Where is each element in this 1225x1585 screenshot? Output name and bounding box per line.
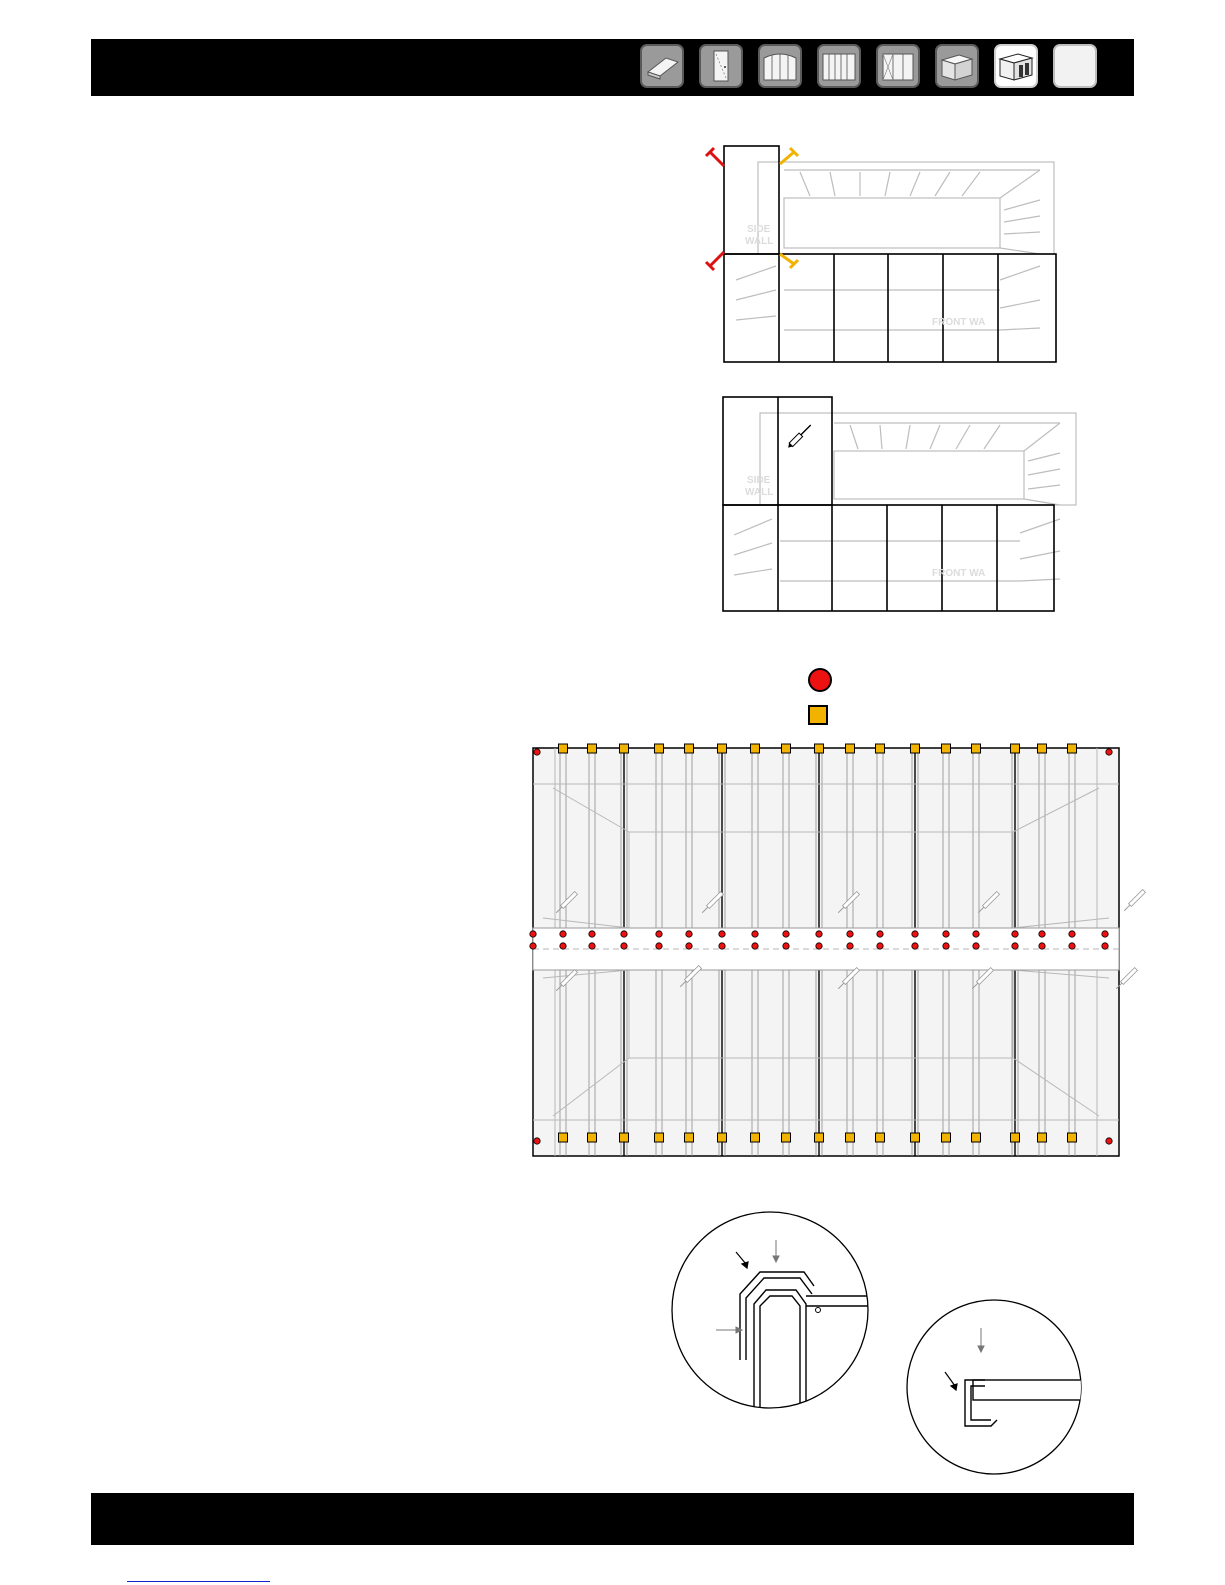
bolt-marker-bottom — [655, 1133, 664, 1142]
screw-marker-ridge — [973, 931, 979, 937]
screw-marker-ridge — [656, 931, 662, 937]
blank-step-icon — [1055, 46, 1095, 86]
bolt-marker-bottom — [559, 1133, 568, 1142]
bolt-marker-bottom — [1011, 1133, 1020, 1142]
screw-marker-ridge — [589, 943, 595, 949]
screw-marker-ridge — [1012, 943, 1018, 949]
nav-step-wall-braced[interactable] — [876, 44, 920, 88]
front-wall-label-2: FRONT WA — [932, 568, 986, 579]
screw-marker-ridge — [656, 943, 662, 949]
screw-marker-ridge — [783, 931, 789, 937]
screw-marker-ridge — [560, 943, 566, 949]
wall-panel-braced-icon — [878, 46, 918, 86]
nav-step-wall-panels[interactable] — [817, 44, 861, 88]
side-wall-label-3: SIDE — [747, 475, 771, 486]
front-wall-panels-2 — [723, 505, 1054, 611]
bolt-marker-bottom — [1068, 1133, 1077, 1142]
screw-marker-ridge — [752, 931, 758, 937]
screw-marker-ridge — [719, 931, 725, 937]
bolt-marker-bottom — [942, 1133, 951, 1142]
screw-marker-ridge — [1069, 943, 1075, 949]
bolt-marker-bottom — [782, 1133, 791, 1142]
side-wall-label-4: WALL — [745, 487, 774, 498]
bolt-marker-bottom — [876, 1133, 885, 1142]
shed-frame-icon — [937, 46, 977, 86]
bolt-marker-bottom — [620, 1133, 629, 1142]
screw-arrow-icon — [1123, 890, 1146, 913]
screwdriver-icon — [786, 423, 812, 449]
bolt-marker-top — [751, 744, 760, 753]
bolt-marker-bottom — [846, 1133, 855, 1142]
ridge-cap-detail-diagram — [670, 1210, 875, 1415]
bolt-marker-top — [588, 744, 597, 753]
screw-marker-corner — [534, 1138, 540, 1144]
bolt-marker-top — [1068, 744, 1077, 753]
screw-marker-ridge — [847, 931, 853, 937]
nav-step-blank[interactable] — [1053, 44, 1097, 88]
footer-link[interactable] — [127, 1568, 270, 1582]
screw-marker-ridge — [1012, 931, 1018, 937]
screw-marker-ridge — [719, 943, 725, 949]
front-wall-label: FRONT WA — [932, 317, 986, 328]
bolt-marker-bottom — [1038, 1133, 1047, 1142]
bolt-marker-top — [1011, 744, 1020, 753]
bolt-marker-bottom — [588, 1133, 597, 1142]
screw-arrow-tip — [1124, 905, 1130, 911]
screw-marker-ridge — [783, 943, 789, 949]
side-wall-label-2: WALL — [745, 236, 774, 247]
screw-marker-ridge — [686, 943, 692, 949]
yellow-bracket-icon — [780, 148, 798, 268]
nav-step-wall-arched[interactable] — [758, 44, 802, 88]
screw-marker-ridge — [877, 943, 883, 949]
screw-marker-ridge — [943, 943, 949, 949]
screw-marker-ridge — [847, 943, 853, 949]
screw-marker-ridge — [1039, 931, 1045, 937]
bolt-marker-top — [685, 744, 694, 753]
screw-marker-ridge — [912, 931, 918, 937]
screw-marker-ridge — [1102, 943, 1108, 949]
screw-marker-ridge — [877, 931, 883, 937]
screw-marker-corner — [1106, 749, 1112, 755]
bolt-marker-top — [620, 744, 629, 753]
bolt-marker-bottom — [685, 1133, 694, 1142]
bolt-marker-top — [559, 744, 568, 753]
footer-bar — [91, 1493, 1134, 1545]
bolt-marker-top — [782, 744, 791, 753]
floor-panel-icon — [642, 46, 682, 86]
background-shed-outline-2 — [734, 413, 1076, 581]
bolt-marker-top — [846, 744, 855, 753]
screw-marker-ridge — [752, 943, 758, 949]
screw-marker-corner — [534, 749, 540, 755]
nav-step-shed-complete[interactable] — [994, 44, 1038, 88]
shed-complete-icon — [996, 46, 1036, 86]
screw-marker-corner — [1106, 1138, 1112, 1144]
background-shed-outline — [736, 162, 1054, 330]
side-wall-fixing-diagram — [700, 140, 1070, 370]
bolt-marker-top — [815, 744, 824, 753]
screw-marker-ridge — [589, 931, 595, 937]
roof-fixing-plan-diagram — [533, 748, 1153, 1160]
screw-marker-ridge — [621, 931, 627, 937]
nav-step-door[interactable] — [699, 44, 743, 88]
detail-circle — [672, 1212, 868, 1408]
header-bar — [91, 39, 1134, 96]
screw-arrow-body — [1121, 968, 1138, 985]
bolt-marker-bottom — [972, 1133, 981, 1142]
screw-marker-ridge — [973, 943, 979, 949]
bolt-marker-top — [911, 744, 920, 753]
screw-marker-ridge — [943, 931, 949, 937]
screw-arrow-body — [1129, 890, 1146, 907]
legend-yellow-square-icon — [808, 705, 828, 725]
side-wall-label: SIDE — [747, 224, 771, 235]
wall-panels-icon — [819, 46, 859, 86]
screw-marker-ridge — [1039, 943, 1045, 949]
nav-step-floor[interactable] — [640, 44, 684, 88]
bolt-marker-top — [1038, 744, 1047, 753]
screw-marker-ridge — [1069, 931, 1075, 937]
screw-marker-ridge — [530, 931, 536, 937]
wall-panels-arched-icon — [760, 46, 800, 86]
legend-red-circle-icon — [808, 668, 832, 692]
screw-marker-ridge — [686, 931, 692, 937]
screw-marker-ridge — [530, 943, 536, 949]
door-icon — [701, 46, 741, 86]
bolt-marker-bottom — [718, 1133, 727, 1142]
bolt-marker-top — [655, 744, 664, 753]
screw-marker-ridge — [816, 943, 822, 949]
screw-marker-ridge — [560, 931, 566, 937]
front-wall-panels — [724, 254, 1056, 362]
bolt-marker-top — [718, 744, 727, 753]
bolt-marker-top — [876, 744, 885, 753]
eave-trim-detail-diagram — [905, 1298, 1085, 1478]
nav-step-shed-frame[interactable] — [935, 44, 979, 88]
red-bracket-icon — [706, 148, 724, 270]
bolt-marker-bottom — [911, 1133, 920, 1142]
bolt-marker-bottom — [815, 1133, 824, 1142]
side-wall-second-panel-diagram — [720, 395, 1070, 620]
screw-marker-ridge — [621, 943, 627, 949]
screw-marker-ridge — [912, 943, 918, 949]
bolt-marker-bottom — [751, 1133, 760, 1142]
bolt-marker-top — [972, 744, 981, 753]
screw-marker-ridge — [816, 931, 822, 937]
screw-marker-ridge — [1102, 931, 1108, 937]
bolt-marker-top — [942, 744, 951, 753]
